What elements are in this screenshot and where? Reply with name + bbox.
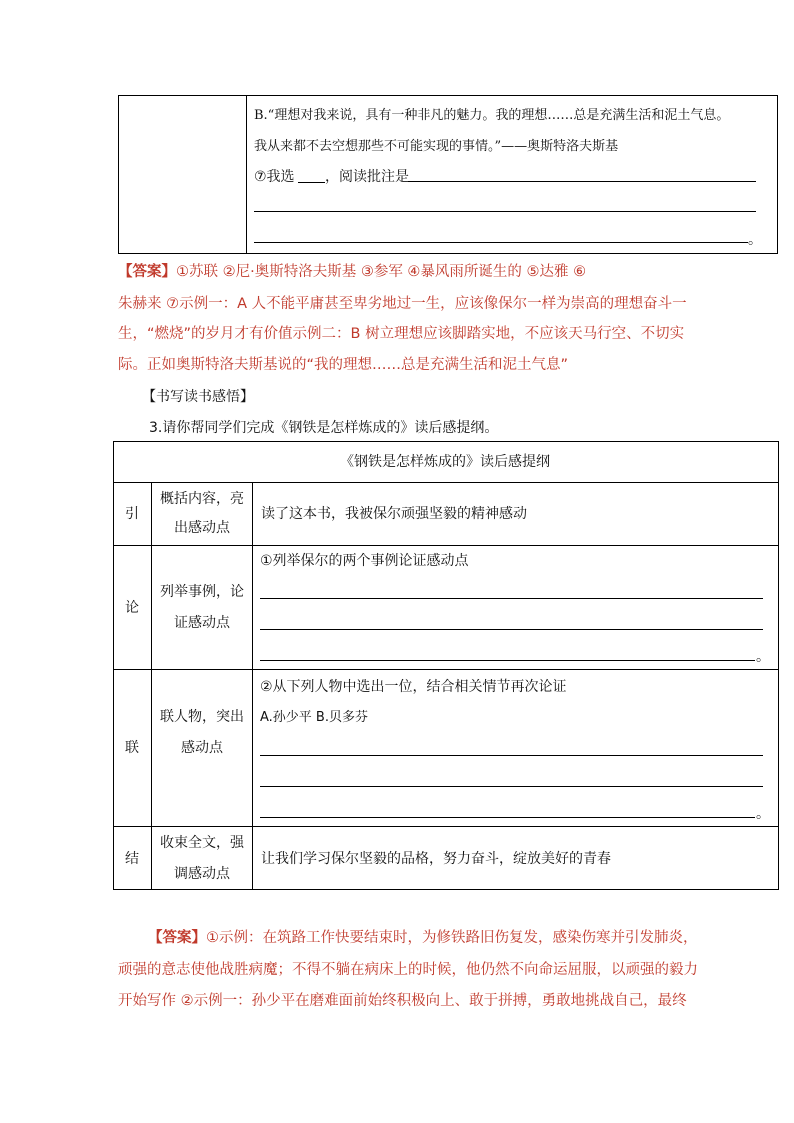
answer1-line2: 朱赫来 ⑦示例一：A 人不能平庸甚至卑劣地过一生，应该像保尔一样为崇高的理想奋斗一 — [118, 296, 687, 312]
answer2-text1: ①示例：在筑路工作快要结束时，为修铁路旧伤复发，感染伤寒并引发肺炎， — [206, 930, 698, 946]
answer2-line1 — [148, 928, 698, 948]
row-sep-1 — [113, 482, 778, 483]
answer2-line2: 顽强的意志使他战胜病魔；不得不躺在病床上的时候，他仍然不向命运屈服，以顽强的毅力 — [118, 962, 698, 978]
row-content-lun: ①列举保尔的两个事例论证感动点 — [260, 553, 469, 569]
row-content-yin: 读了这本书，我被保尔顽强坚毅的精神感动 — [261, 506, 527, 522]
row-desc-yin-1: 概括内容，亮 — [160, 491, 244, 507]
lian-answer-line-1[interactable] — [260, 755, 763, 756]
row-key-lun: 论 — [125, 600, 139, 616]
row-key-lian: 联 — [125, 740, 139, 756]
answer2-line3: 开始写作 ②示例一：孙少平在磨难面前始终积极向上、敢于拼搏，勇敢地挑战自己，最终 — [118, 993, 687, 1009]
question-text: 3.请你帮同学们完成《钢铁是怎样炼成的》读后感提纲。 — [149, 420, 499, 436]
row-options-lian: A.孙少平 B.贝多芬 — [260, 710, 368, 725]
row-desc-yin-2: 出感动点 — [174, 520, 230, 536]
row-desc-lian-1: 联人物，突出 — [160, 709, 244, 725]
option-b-line2: 我从来都不去空想那些不可能实现的事情。”——奥斯特洛夫斯基 — [254, 139, 619, 154]
col-sep-1 — [151, 483, 152, 889]
row-desc-lun-1: 列举事例，论 — [160, 584, 244, 600]
col-sep-2 — [252, 483, 253, 889]
answer2-label: 【答案】 — [148, 930, 206, 946]
prompt-suffix: ，阅读批注是 — [325, 169, 409, 185]
row-desc-jie-2: 调感动点 — [174, 866, 230, 882]
blank-choice[interactable] — [298, 182, 325, 183]
answer1-line1 — [118, 262, 586, 282]
end-mark: 。 — [748, 232, 762, 248]
row-content-lian: ②从下列人物中选出一位，结合相关情节再次论证 — [260, 679, 567, 695]
row-sep-2 — [113, 545, 778, 546]
row-content-jie: 让我们学习保尔坚毅的品格，努力奋斗，绽放美好的青春 — [261, 851, 611, 867]
lun-answer-line-1[interactable] — [260, 598, 763, 599]
row-sep-3 — [113, 669, 778, 670]
lian-answer-line-2[interactable] — [260, 786, 763, 787]
row-sep-4 — [113, 826, 778, 827]
top-table-divider — [246, 95, 247, 253]
outline-title: 《钢铁是怎样炼成的》读后感提纲 — [340, 454, 550, 470]
answer1-text1: ①苏联 ②尼·奥斯特洛夫斯基 ③参军 ④暴风雨所诞生的 ⑤达雅 ⑥ — [176, 264, 587, 280]
answer1-line4: 际。正如奥斯特洛夫斯基说的“我的理想……总是充满生活和泥土气息” — [118, 357, 569, 373]
row-desc-lun-2: 证感动点 — [174, 615, 230, 631]
lian-end-mark: 。 — [756, 806, 770, 822]
option-b-line1: B.“理想对我来说，具有一种非凡的魅力。我的理想……总是充满生活和泥土气息。 — [254, 108, 730, 123]
section-heading: 【书写读书感悟】 — [142, 389, 254, 405]
row-desc-jie-1: 收束全文，强 — [160, 835, 244, 851]
lun-end-mark: 。 — [756, 649, 770, 665]
lian-answer-line-3[interactable] — [260, 817, 755, 818]
annotation-line-1[interactable] — [408, 181, 756, 182]
lun-answer-line-3[interactable] — [260, 660, 755, 661]
lun-answer-line-2[interactable] — [260, 629, 763, 630]
annotation-line-2[interactable] — [254, 211, 756, 212]
annotation-line-3[interactable] — [254, 242, 748, 243]
answer1-line3: 生，“燃烧”的岁月才有价值示例二：B 树立理想应该脚踏实地，不应该天马行空、不切实 — [118, 326, 685, 342]
row-desc-lian-2: 感动点 — [181, 740, 223, 756]
row-key-yin: 引 — [125, 506, 139, 522]
answer1-label: 【答案】 — [118, 264, 176, 280]
row-key-jie: 结 — [125, 851, 139, 867]
prompt-prefix: ⑦我选 — [254, 169, 295, 185]
